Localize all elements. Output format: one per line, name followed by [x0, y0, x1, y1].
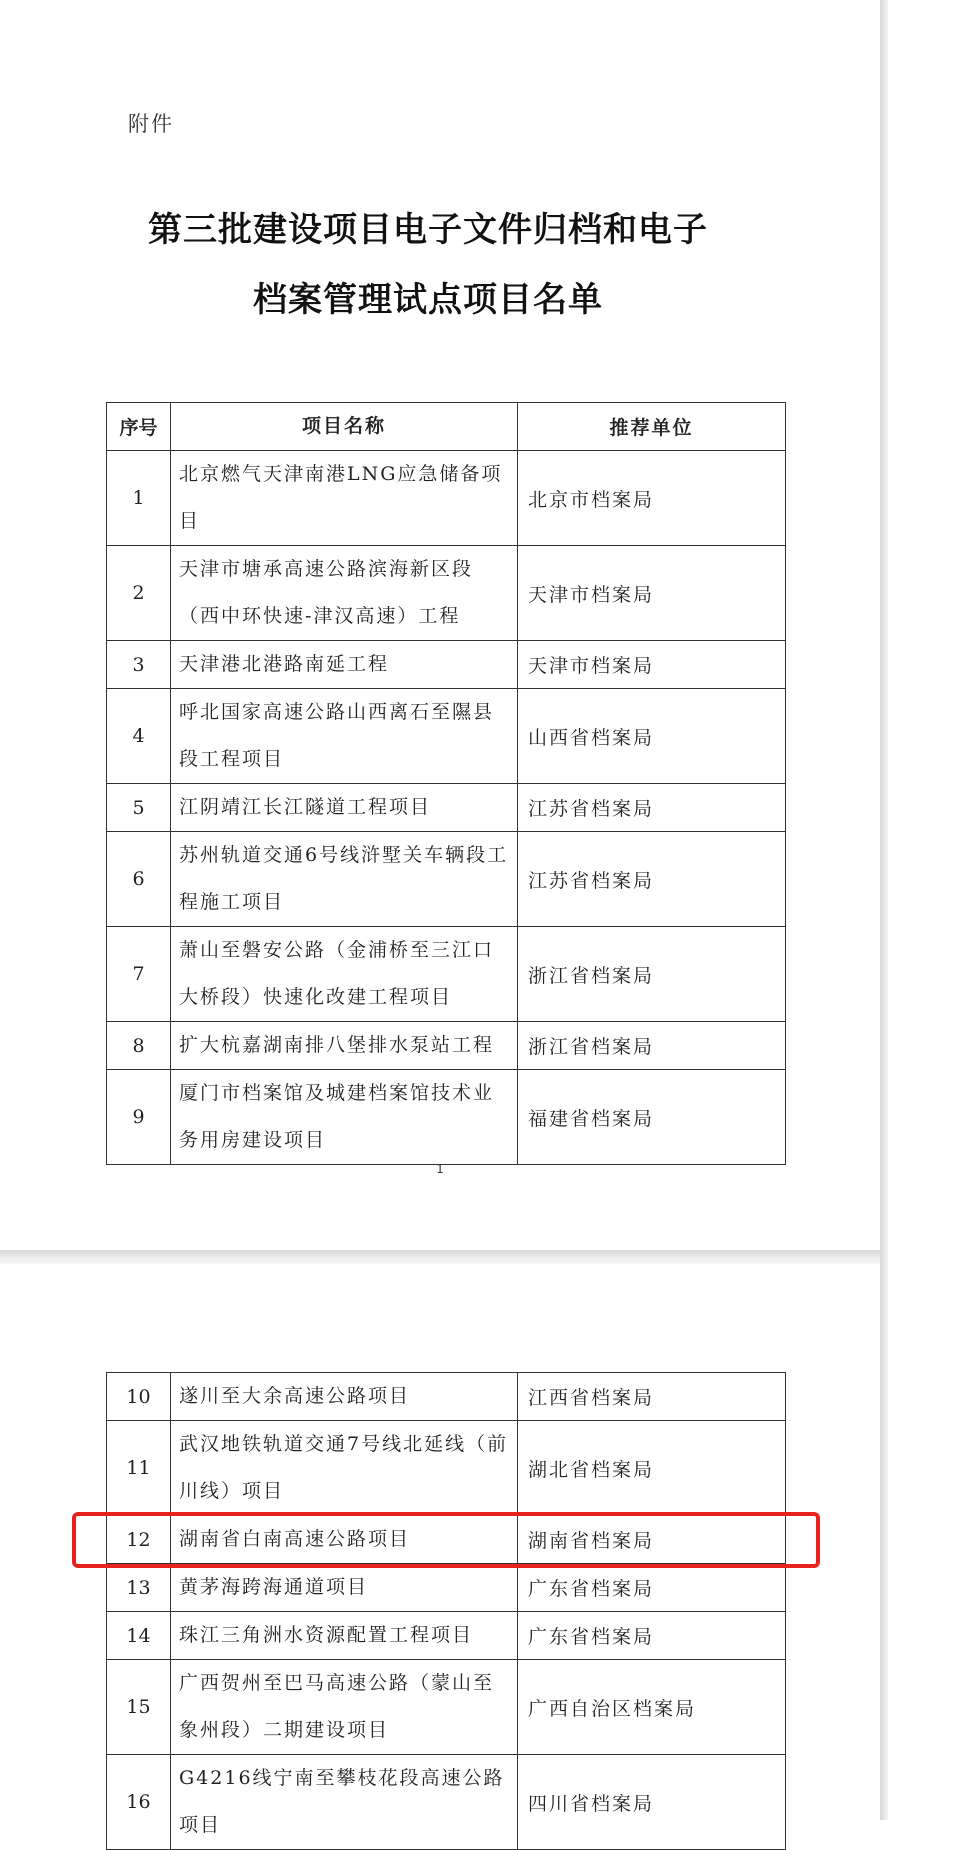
row-project-name: 江阴靖江长江隧道工程项目 — [171, 784, 518, 832]
row-recommending-unit: 福建省档案局 — [518, 1070, 786, 1165]
row-serial-number: 9 — [107, 1070, 171, 1165]
table-row — [107, 1070, 786, 1165]
table-row — [107, 1022, 786, 1070]
row-recommending-unit: 四川省档案局 — [518, 1755, 786, 1850]
table-row — [107, 1755, 786, 1850]
row-serial-number: 3 — [107, 641, 171, 689]
row-recommending-unit: 天津市档案局 — [518, 546, 786, 641]
row-project-name: 广西贺州至巴马高速公路（蒙山至象州段）二期建设项目 — [171, 1660, 518, 1755]
row-project-name: 黄茅海跨海通道项目 — [171, 1564, 518, 1612]
row-project-name: 厦门市档案馆及城建档案馆技术业务用房建设项目 — [171, 1070, 518, 1165]
row-recommending-unit: 山西省档案局 — [518, 689, 786, 784]
row-serial-number: 5 — [107, 784, 171, 832]
page-separator — [0, 1250, 880, 1264]
row-serial-number: 2 — [107, 546, 171, 641]
row-recommending-unit: 湖南省档案局 — [518, 1516, 786, 1564]
page-number: 1 — [436, 1162, 444, 1176]
row-serial-number: 8 — [107, 1022, 171, 1070]
project-list-table-page-1 — [106, 402, 786, 1165]
row-recommending-unit: 湖北省档案局 — [518, 1421, 786, 1516]
row-recommending-unit: 浙江省档案局 — [518, 1022, 786, 1070]
row-project-name: 天津市塘承高速公路滨海新区段（西中环快速-津汉高速）工程 — [171, 546, 518, 641]
project-list-table-page-2 — [106, 1372, 786, 1850]
table-row — [107, 1421, 786, 1516]
row-serial-number: 7 — [107, 927, 171, 1022]
document-title-line-2: 档案管理试点项目名单 — [253, 280, 603, 320]
row-project-name: 扩大杭嘉湖南排八堡排水泵站工程 — [171, 1022, 518, 1070]
row-serial-number: 4 — [107, 689, 171, 784]
table-row — [107, 927, 786, 1022]
table-row — [107, 1564, 786, 1612]
page-edge-shadow — [880, 0, 888, 1820]
table-row — [107, 546, 786, 641]
row-project-name: 苏州轨道交通6号线浒墅关车辆段工程施工项目 — [171, 832, 518, 927]
row-serial-number: 1 — [107, 451, 171, 546]
table-row — [107, 641, 786, 689]
row-recommending-unit: 广西自治区档案局 — [518, 1660, 786, 1755]
row-project-name: 湖南省白南高速公路项目 — [171, 1516, 518, 1564]
table-row — [107, 1373, 786, 1421]
row-serial-number: 15 — [107, 1660, 171, 1755]
row-serial-number: 16 — [107, 1755, 171, 1850]
table-row — [107, 451, 786, 546]
row-recommending-unit: 天津市档案局 — [518, 641, 786, 689]
row-serial-number: 13 — [107, 1564, 171, 1612]
row-recommending-unit: 浙江省档案局 — [518, 927, 786, 1022]
header-serial-number: 序号 — [107, 403, 171, 451]
row-project-name: 萧山至磐安公路（金浦桥至三江口大桥段）快速化改建工程项目 — [171, 927, 518, 1022]
table-header-row — [107, 403, 786, 451]
row-serial-number: 12 — [107, 1516, 171, 1564]
table-row — [107, 1612, 786, 1660]
row-recommending-unit: 江苏省档案局 — [518, 832, 786, 927]
row-recommending-unit: 江西省档案局 — [518, 1373, 786, 1421]
table-row — [107, 1660, 786, 1755]
table-row — [107, 689, 786, 784]
header-recommending-unit: 推荐单位 — [518, 403, 786, 451]
row-serial-number: 10 — [107, 1373, 171, 1421]
row-serial-number: 14 — [107, 1612, 171, 1660]
row-project-name: 呼北国家高速公路山西离石至隰县段工程项目 — [171, 689, 518, 784]
table-row — [107, 784, 786, 832]
row-project-name: 天津港北港路南延工程 — [171, 641, 518, 689]
row-recommending-unit: 广东省档案局 — [518, 1612, 786, 1660]
document-title-line-1: 第三批建设项目电子文件归档和电子 — [148, 210, 708, 250]
row-recommending-unit: 广东省档案局 — [518, 1564, 786, 1612]
highlight-annotation-box — [72, 1512, 820, 1568]
row-serial-number: 6 — [107, 832, 171, 927]
row-recommending-unit: 江苏省档案局 — [518, 784, 786, 832]
row-project-name: G4216线宁南至攀枝花段高速公路项目 — [171, 1755, 518, 1850]
row-project-name: 北京燃气天津南港LNG应急储备项目 — [171, 451, 518, 546]
row-project-name: 珠江三角洲水资源配置工程项目 — [171, 1612, 518, 1660]
row-project-name: 武汉地铁轨道交通7号线北延线（前川线）项目 — [171, 1421, 518, 1516]
header-project-name: 项目名称 — [171, 403, 518, 451]
row-project-name: 遂川至大余高速公路项目 — [171, 1373, 518, 1421]
attachment-label: 附件 — [128, 112, 174, 136]
row-recommending-unit: 北京市档案局 — [518, 451, 786, 546]
row-serial-number: 11 — [107, 1421, 171, 1516]
table-row — [107, 832, 786, 927]
